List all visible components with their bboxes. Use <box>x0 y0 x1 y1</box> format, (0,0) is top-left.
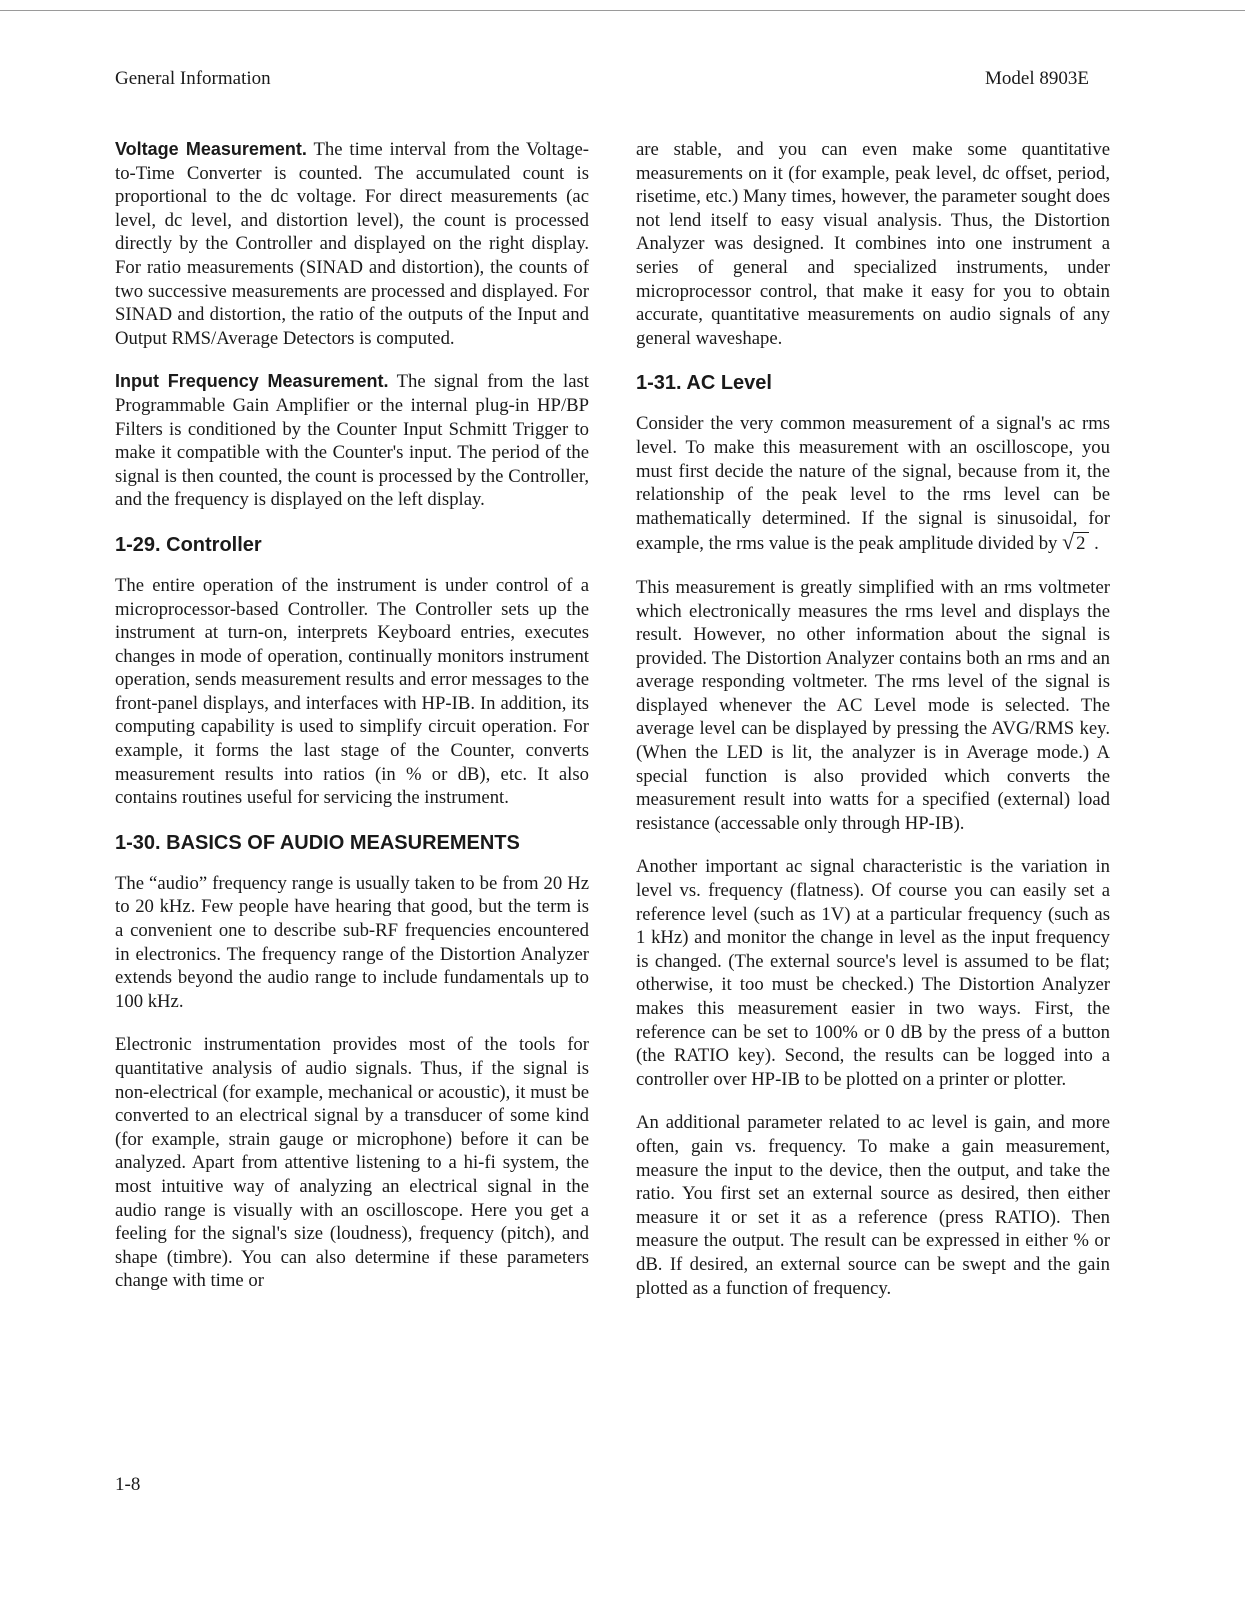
ac-level-heading: 1-31. AC Level <box>636 372 772 395</box>
controller-heading: 1-29. Controller <box>115 533 262 556</box>
voltage-measurement-text: The time interval from the Voltage-to-Time Converter is counted. The accumulated count is proportional to the dc voltage. For direct measurements (ac level, dc level, and distortion level), the count is processed directly by the Controller and displayed on the right display. For ratio measurements (SINAD and distortion), the counts of two successive measurements are processed and displayed. For SINAD and distortion, the ratio of the outputs of the Input and Output RMS/Average Detectors is computed. <box>115 139 589 349</box>
basics-paragraph-2: Electronic instrumentation provides most of the tools for quantitative analysis of audio signals. Thus, if the signal is non-electrical (for example, mechanical or acoustic), it must be converted to an electrical signal by a transducer of some kind (for example, strain gauge or microphone) before it can be analyzed. Apart from attentive listening to a hi-fi system, the most intuitive way of analyzing an electrical signal in the audio range is visually with an oscilloscope. Here you get a feeling for the signal's size (loudness), frequency (pitch), and shape (timbre). You can also determine if these parameters change with time or <box>115 1034 589 1292</box>
page-number: 1-8 <box>115 1474 141 1495</box>
input-frequency-text: The signal from the last Programmable Gain Amplifier or the internal plug-in HP/BP Filters is conditioned by the Counter Input Schmitt Trigger to make it compatible with the Counter's input. The period of the signal is then counted, the count is processed by the Controller, and the frequency is displayed on the left display. <box>115 371 589 511</box>
input-frequency-paragraph <box>115 370 589 512</box>
basics-paragraph-1: The “audio” frequency range is usually taken to be from 20 Hz to 20 kHz. Few people have hearing that good, but the term is a convenient one to describe sub-RF frequencies encountered in electronics. The frequency range of the Distortion Analyzer extends beyond the audio range to include fundamentals up to 100 kHz. <box>115 872 589 1012</box>
ac-level-paragraph-4: An additional parameter related to ac level is gain, and more often, gain vs. frequency. To make a gain measurement, measure the input to the device, then the output, and take the ratio. You first set an external source as desired, then either measure it or set it as a reference (press RATIO). Then measure the output. The result can be expressed in either % or dB. If desired, an external source can be swept and the gain plotted as a function of frequency. <box>636 1112 1110 1299</box>
basics-heading: 1-30. BASICS OF AUDIO MEASUREMENTS <box>115 831 520 854</box>
controller-paragraph: The entire operation of the instrument is under control of a microprocessor-based Controller. The Controller sets up the instrument at turn-on, interprets Keyboard entries, executes changes in mode of operation, continually monitors instrument operation, sends measurement results and error messages to the front-panel displays, and interfaces with HP-IB. In addition, its computing capability is used to simplify circuit operation. For example, it forms the last stage of the Counter, converts measurement results into ratios (in % or dB), etc. It also contains routines useful for servicing the instrument. <box>115 574 589 809</box>
right-column <box>636 138 1110 1320</box>
ac-level-paragraph-2: This measurement is greatly simplified with an rms voltmeter which electronically measures the rms level and displays the result. However, no other information about the signal is provided. The Distortion Analyzer contains both an rms and an average responding voltmeter. The rms level of the signal is displayed whenever the AC Level mode is selected. The average level can be displayed by pressing the AVG/RMS key. (When the LED is lit, the analyzer is in Average mode.) A special function is also provided which converts the measurement result into watts for a specified (external) load resistance (accessable only through HP-IB). <box>636 576 1110 834</box>
input-frequency-lead: Input Frequency Measurement. <box>115 371 389 392</box>
voltage-measurement-paragraph <box>115 138 589 350</box>
left-column <box>115 138 589 1313</box>
ac-level-paragraph-1-text: Consider the very common measurement of a signal's ac rms level. To make this measurement with an oscilloscope, you must first decide the nature of the signal, because from it, the relationship of the peak level to the rms level can be mathematically determined. If the signal is sinusoidal, for example, the rms value is the peak amplitude divided by <box>636 413 1110 555</box>
top-rule <box>0 10 1245 11</box>
radical-sign: √ <box>1062 529 1075 555</box>
voltage-measurement-lead: Voltage Measurement. <box>115 139 307 159</box>
radicand: 2 <box>1074 532 1089 554</box>
ac-level-paragraph-3: Another important ac signal characteristic is the variation in level vs. frequency (flatness). Of course you can easily set a reference level (such as 1V) at a particular frequency (such as 1 kHz) and monitor the change in level as the input frequency is changed. (The external source's level is assumed to be flat; otherwise, it too must be checked.) The Distortion Analyzer makes this measurement easier in two ways. First, the reference can be set to 100% or 0 dB by the press of a button (the RATIO key). Second, the results can be logged into a controller over HP-IB to be plotted on a printer or plotter. <box>636 856 1110 1090</box>
ac-level-paragraph-1-end: . <box>1094 533 1099 555</box>
continued-paragraph: are stable, and you can even make some quantitative measurements on it (for example, peak level, dc offset, period, risetime, etc.) Many times, however, the parameter sought does not lend itself to easy visual analysis. Thus, the Distortion Analyzer was designed. It combines into one instrument a series of general and specialized instruments, under microprocessor control, that make it easy for you to obtain accurate, quantitative measurements on audio signals of any general waveshape. <box>636 139 1110 349</box>
running-header-section: General Information <box>115 68 271 89</box>
ac-level-paragraph-1 <box>636 412 1110 556</box>
running-header-model: Model 8903E <box>985 68 1089 89</box>
square-root-of-two <box>1062 529 1089 555</box>
